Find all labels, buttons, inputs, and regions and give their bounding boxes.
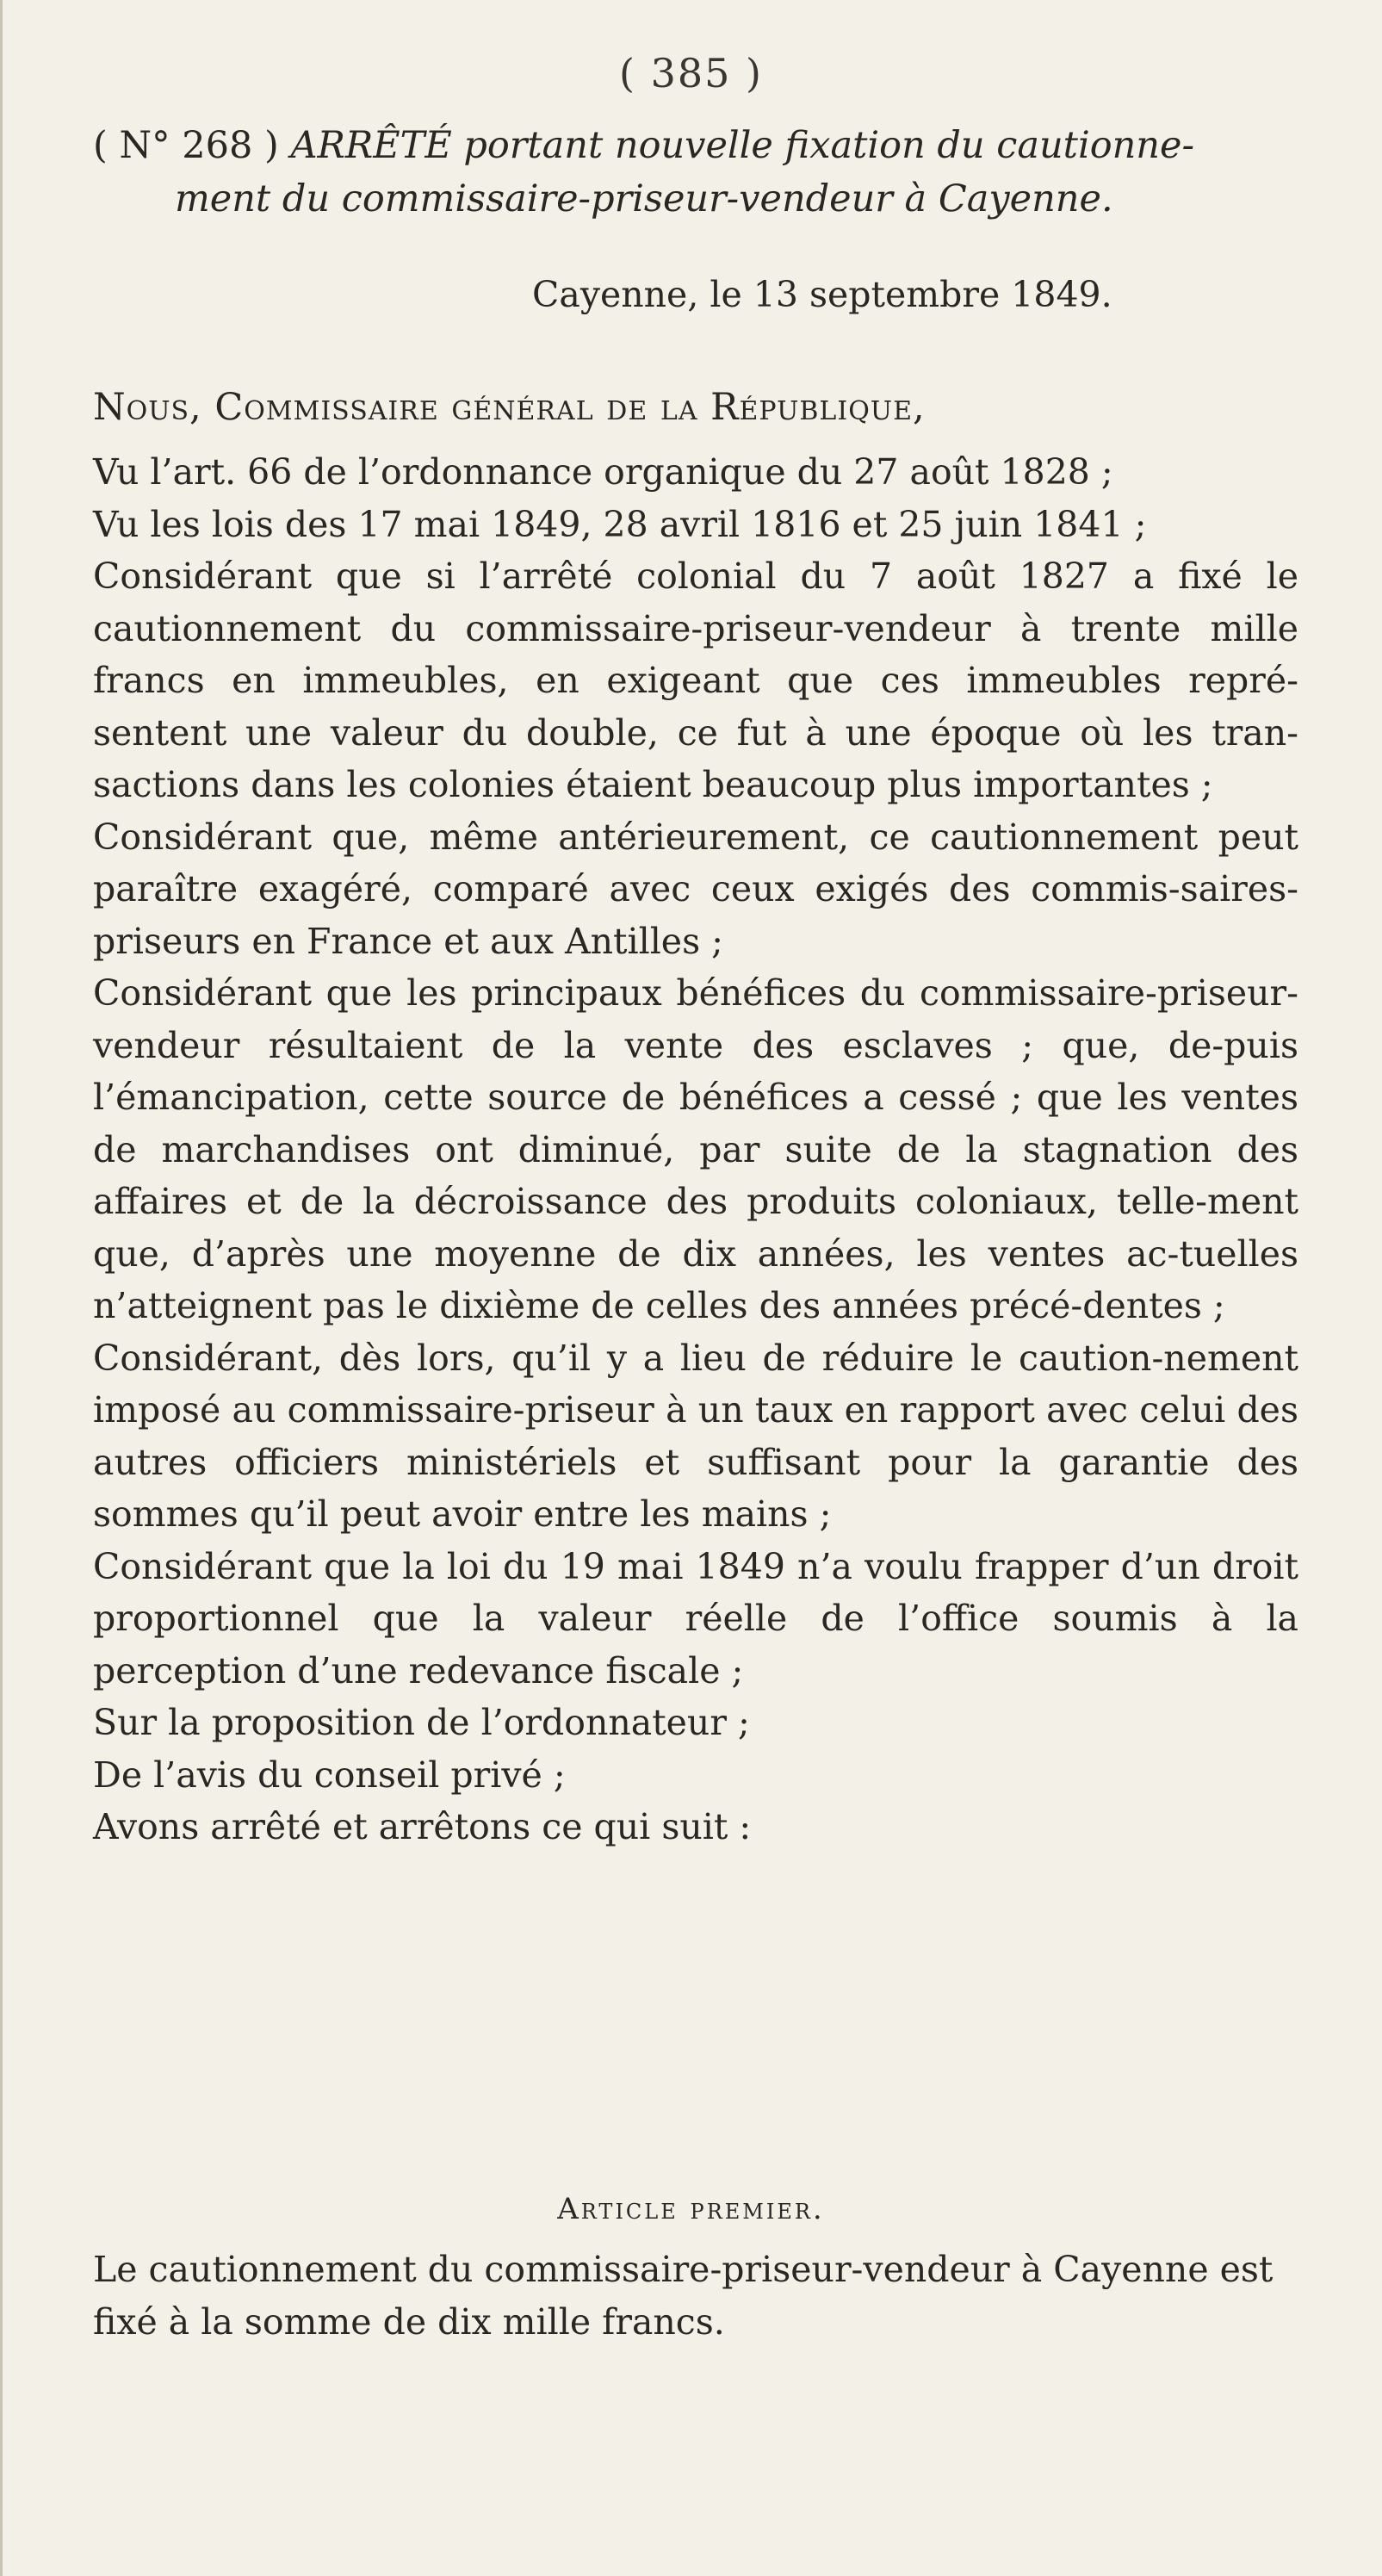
paragraph: Considérant que les principaux bénéfices du commissaire-priseur-vendeur résultaient de la vente des esclaves ; que, de-puis l’émancipation, cette source de bénéfices a cessé ; que les ventes de marchandises ont diminué, par suite de la stagnation des affaires et de la décroissance des produits coloniaux, telle-ment que, d’après une moyenne de dix années, les ventes ac-tuelles n’atteignent pas le dixième de celles des années précé-dentes ;: [93, 972, 1298, 1326]
decree-body: [93, 446, 1298, 1853]
paragraph: Avons arrêté et arrêtons ce qui suit :: [93, 1806, 752, 1847]
paragraph: Vu les lois des 17 mai 1849, 28 avril 1816 et 25 juin 1841 ;: [93, 503, 1147, 545]
dateline: Cayenne, le 13 septembre 1849.: [532, 274, 1112, 315]
decree-header: [93, 119, 1298, 226]
paragraph: Considérant que, même antérieurement, ce cautionnement peut paraître exagéré, comparé avec ceux exigés des commis-saires-priseurs en France et aux Antilles ;: [93, 816, 1298, 962]
paragraph: Vu l’art. 66 de l’ordonnance organique du 27 août 1828 ;: [93, 451, 1113, 493]
decree-title-line1: ARRÊTÉ portant nouvelle fixation du cautionne-: [290, 124, 1194, 167]
decree-number: ( N° 268 ): [93, 124, 279, 167]
page-number: ( 385 ): [619, 50, 763, 96]
decree-title-line2: ment du commissaire-priseur-vendeur à Cayenne.: [175, 177, 1113, 220]
article-text: Le cautionnement du commissaire-priseur-vendeur à Cayenne est fixé à la somme de dix mille francs.: [93, 2249, 1274, 2343]
paragraph: De l’avis du conseil privé ;: [93, 1754, 566, 1796]
paragraph: Sur la proposition de l’ordonnateur ;: [93, 1702, 750, 1743]
paragraph: Considérant, dès lors, qu’il y a lieu de réduire le caution-nement imposé au commissaire-priseur à un taux en rapport avec celui des autres officiers ministériels et suffisant pour la garantie des sommes qu’il peut avoir entre les mains ;: [93, 1337, 1298, 1535]
paragraph: Considérant que si l’arrêté colonial du 7 août 1827 a fixé le cautionnement du commissaire-priseur-vendeur à trente mille francs en immeubles, en exigeant que ces immeubles repré-sentent une valeur du double, ce fut à une époque où les tran-sactions dans les colonies étaient beaucoup plus importantes ;: [93, 556, 1298, 805]
paragraph: Considérant que la loi du 19 mai 1849 n’a voulu frapper d’un droit proportionnel que la valeur réelle de l’office soumis à la perception d’une redevance fiscale ;: [93, 1545, 1298, 1691]
page-edge: [0, 0, 3, 2576]
issuing-authority: Nous, Commissaire général de la République,: [93, 386, 926, 429]
article-heading: Article premier.: [557, 2192, 825, 2226]
decree-header-line1: [93, 119, 1298, 172]
